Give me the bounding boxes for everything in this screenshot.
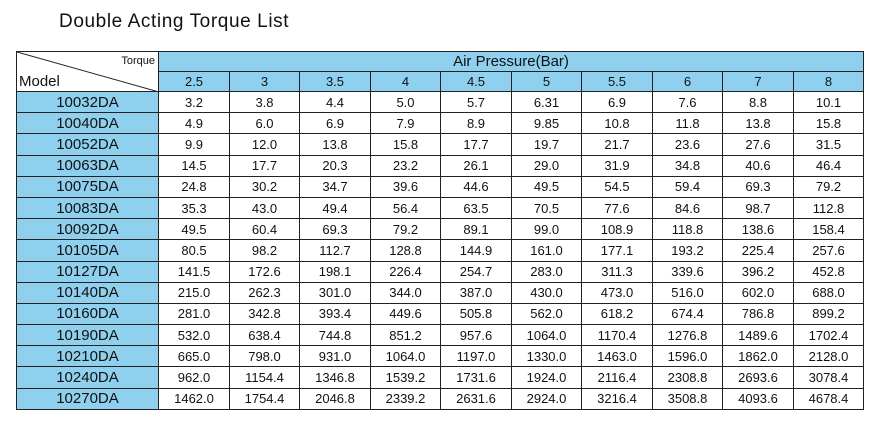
torque-value-cell: 20.3 xyxy=(300,155,371,176)
torque-value-cell: 1754.4 xyxy=(230,388,300,409)
model-cell: 10190DA xyxy=(17,325,159,346)
torque-value-cell: 3.8 xyxy=(230,92,300,113)
torque-value-cell: 161.0 xyxy=(512,240,582,261)
torque-value-cell: 562.0 xyxy=(512,303,582,324)
torque-value-cell: 49.5 xyxy=(159,219,230,240)
table-row xyxy=(17,367,864,388)
torque-value-cell: 49.5 xyxy=(512,176,582,197)
torque-value-cell: 79.2 xyxy=(371,219,441,240)
torque-value-cell: 138.6 xyxy=(723,219,794,240)
torque-value-cell: 69.3 xyxy=(723,176,794,197)
torque-value-cell: 1489.6 xyxy=(723,325,794,346)
torque-value-cell: 3.2 xyxy=(159,92,230,113)
torque-value-cell: 1346.8 xyxy=(300,367,371,388)
torque-value-cell: 2693.6 xyxy=(723,367,794,388)
torque-value-cell: 29.0 xyxy=(512,155,582,176)
torque-value-cell: 43.0 xyxy=(230,197,300,218)
torque-value-cell: 172.6 xyxy=(230,261,300,282)
torque-value-cell: 108.9 xyxy=(582,219,653,240)
torque-value-cell: 10.8 xyxy=(582,113,653,134)
torque-value-cell: 449.6 xyxy=(371,303,441,324)
torque-value-cell: 4093.6 xyxy=(723,388,794,409)
torque-value-cell: 99.0 xyxy=(512,219,582,240)
torque-value-cell: 2339.2 xyxy=(371,388,441,409)
model-cell: 10140DA xyxy=(17,282,159,303)
torque-value-cell: 79.2 xyxy=(794,176,864,197)
model-cell: 10240DA xyxy=(17,367,159,388)
torque-value-cell: 602.0 xyxy=(723,282,794,303)
torque-value-cell: 112.8 xyxy=(794,197,864,218)
table-row xyxy=(17,176,864,197)
torque-value-cell: 34.7 xyxy=(300,176,371,197)
torque-value-cell: 46.4 xyxy=(794,155,864,176)
torque-value-cell: 128.8 xyxy=(371,240,441,261)
torque-value-cell: 17.7 xyxy=(441,134,512,155)
model-cell: 10075DA xyxy=(17,176,159,197)
torque-value-cell: 532.0 xyxy=(159,325,230,346)
torque-value-cell: 1154.4 xyxy=(230,367,300,388)
torque-value-cell: 70.5 xyxy=(512,197,582,218)
table-body xyxy=(17,92,864,410)
torque-value-cell: 13.8 xyxy=(300,134,371,155)
torque-value-cell: 15.8 xyxy=(371,134,441,155)
torque-value-cell: 34.8 xyxy=(653,155,723,176)
table-row xyxy=(17,134,864,155)
table-row xyxy=(17,240,864,261)
page-title: Double Acting Torque List xyxy=(59,11,290,32)
torque-value-cell: 638.4 xyxy=(230,325,300,346)
pressure-header-cell: 3 xyxy=(230,72,300,92)
model-cell: 10063DA xyxy=(17,155,159,176)
torque-value-cell: 59.4 xyxy=(653,176,723,197)
torque-value-cell: 144.9 xyxy=(441,240,512,261)
torque-value-cell: 957.6 xyxy=(441,325,512,346)
torque-value-cell: 158.4 xyxy=(794,219,864,240)
torque-value-cell: 1539.2 xyxy=(371,367,441,388)
torque-value-cell: 14.5 xyxy=(159,155,230,176)
model-cell: 10210DA xyxy=(17,346,159,367)
torque-value-cell: 7.9 xyxy=(371,113,441,134)
torque-value-cell: 1463.0 xyxy=(582,346,653,367)
torque-value-cell: 674.4 xyxy=(653,303,723,324)
torque-value-cell: 387.0 xyxy=(441,282,512,303)
torque-value-cell: 63.5 xyxy=(441,197,512,218)
torque-value-cell: 226.4 xyxy=(371,261,441,282)
torque-value-cell: 225.4 xyxy=(723,240,794,261)
torque-value-cell: 8.8 xyxy=(723,92,794,113)
torque-table xyxy=(16,51,864,410)
model-cell: 10092DA xyxy=(17,219,159,240)
torque-value-cell: 393.4 xyxy=(300,303,371,324)
torque-value-cell: 1170.4 xyxy=(582,325,653,346)
torque-value-cell: 1596.0 xyxy=(653,346,723,367)
torque-value-cell: 339.6 xyxy=(653,261,723,282)
torque-value-cell: 44.6 xyxy=(441,176,512,197)
torque-value-cell: 8.9 xyxy=(441,113,512,134)
torque-value-cell: 6.9 xyxy=(582,92,653,113)
torque-value-cell: 6.31 xyxy=(512,92,582,113)
torque-value-cell: 56.4 xyxy=(371,197,441,218)
torque-value-cell: 23.2 xyxy=(371,155,441,176)
torque-value-cell: 3216.4 xyxy=(582,388,653,409)
torque-value-cell: 1330.0 xyxy=(512,346,582,367)
torque-value-cell: 9.85 xyxy=(512,113,582,134)
torque-value-cell: 141.5 xyxy=(159,261,230,282)
torque-value-cell: 13.8 xyxy=(723,113,794,134)
torque-value-cell: 5.0 xyxy=(371,92,441,113)
table-row xyxy=(17,303,864,324)
torque-value-cell: 9.9 xyxy=(159,134,230,155)
torque-value-cell: 198.1 xyxy=(300,261,371,282)
torque-value-cell: 281.0 xyxy=(159,303,230,324)
pressure-header-cell: 8 xyxy=(794,72,864,92)
torque-value-cell: 4.4 xyxy=(300,92,371,113)
torque-value-cell: 1064.0 xyxy=(512,325,582,346)
torque-value-cell: 688.0 xyxy=(794,282,864,303)
torque-value-cell: 1924.0 xyxy=(512,367,582,388)
torque-value-cell: 2631.6 xyxy=(441,388,512,409)
torque-value-cell: 31.5 xyxy=(794,134,864,155)
torque-value-cell: 2046.8 xyxy=(300,388,371,409)
pressure-header-cell: 5.5 xyxy=(582,72,653,92)
pressure-header-cell: 3.5 xyxy=(300,72,371,92)
torque-value-cell: 26.1 xyxy=(441,155,512,176)
torque-value-cell: 1197.0 xyxy=(441,346,512,367)
torque-value-cell: 1702.4 xyxy=(794,325,864,346)
torque-value-cell: 54.5 xyxy=(582,176,653,197)
torque-value-cell: 931.0 xyxy=(300,346,371,367)
torque-value-cell: 396.2 xyxy=(723,261,794,282)
torque-value-cell: 98.7 xyxy=(723,197,794,218)
model-label: Model xyxy=(19,73,60,90)
model-cell: 10083DA xyxy=(17,197,159,218)
table-row xyxy=(17,92,864,113)
model-cell: 10052DA xyxy=(17,134,159,155)
model-cell: 10270DA xyxy=(17,388,159,409)
model-cell: 10032DA xyxy=(17,92,159,113)
torque-value-cell: 665.0 xyxy=(159,346,230,367)
torque-value-cell: 10.1 xyxy=(794,92,864,113)
torque-value-cell: 257.6 xyxy=(794,240,864,261)
table-row xyxy=(17,155,864,176)
table-corner-header xyxy=(17,52,159,92)
torque-value-cell: 505.8 xyxy=(441,303,512,324)
torque-value-cell: 1276.8 xyxy=(653,325,723,346)
torque-value-cell: 69.3 xyxy=(300,219,371,240)
model-cell: 10127DA xyxy=(17,261,159,282)
pressure-header-cell: 7 xyxy=(723,72,794,92)
table-row xyxy=(17,282,864,303)
torque-value-cell: 4.9 xyxy=(159,113,230,134)
torque-value-cell: 27.6 xyxy=(723,134,794,155)
torque-value-cell: 177.1 xyxy=(582,240,653,261)
torque-value-cell: 6.9 xyxy=(300,113,371,134)
pressure-header-cell: 4 xyxy=(371,72,441,92)
torque-value-cell: 98.2 xyxy=(230,240,300,261)
torque-value-cell: 12.0 xyxy=(230,134,300,155)
torque-value-cell: 60.4 xyxy=(230,219,300,240)
table-row xyxy=(17,113,864,134)
torque-value-cell: 473.0 xyxy=(582,282,653,303)
torque-value-cell: 118.8 xyxy=(653,219,723,240)
torque-value-cell: 4678.4 xyxy=(794,388,864,409)
torque-value-cell: 30.2 xyxy=(230,176,300,197)
table-row xyxy=(17,197,864,218)
torque-value-cell: 24.8 xyxy=(159,176,230,197)
torque-value-cell: 77.6 xyxy=(582,197,653,218)
torque-value-cell: 15.8 xyxy=(794,113,864,134)
torque-value-cell: 262.3 xyxy=(230,282,300,303)
torque-value-cell: 2128.0 xyxy=(794,346,864,367)
torque-value-cell: 35.3 xyxy=(159,197,230,218)
torque-value-cell: 112.7 xyxy=(300,240,371,261)
torque-value-cell: 39.6 xyxy=(371,176,441,197)
torque-value-cell: 1862.0 xyxy=(723,346,794,367)
torque-value-cell: 744.8 xyxy=(300,325,371,346)
torque-value-cell: 301.0 xyxy=(300,282,371,303)
torque-value-cell: 3508.8 xyxy=(653,388,723,409)
torque-value-cell: 1731.6 xyxy=(441,367,512,388)
pressure-header-cell: 2.5 xyxy=(159,72,230,92)
torque-value-cell: 899.2 xyxy=(794,303,864,324)
pressure-header-cell: 6 xyxy=(653,72,723,92)
torque-value-cell: 283.0 xyxy=(512,261,582,282)
torque-value-cell: 17.7 xyxy=(230,155,300,176)
table-row xyxy=(17,261,864,282)
torque-value-cell: 49.4 xyxy=(300,197,371,218)
torque-value-cell: 19.7 xyxy=(512,134,582,155)
air-pressure-header: Air Pressure(Bar) xyxy=(159,52,864,72)
torque-value-cell: 2924.0 xyxy=(512,388,582,409)
torque-value-cell: 516.0 xyxy=(653,282,723,303)
torque-value-cell: 31.9 xyxy=(582,155,653,176)
torque-value-cell: 851.2 xyxy=(371,325,441,346)
torque-value-cell: 89.1 xyxy=(441,219,512,240)
torque-value-cell: 6.0 xyxy=(230,113,300,134)
torque-value-cell: 23.6 xyxy=(653,134,723,155)
torque-value-cell: 430.0 xyxy=(512,282,582,303)
torque-value-cell: 1064.0 xyxy=(371,346,441,367)
torque-value-cell: 618.2 xyxy=(582,303,653,324)
torque-value-cell: 962.0 xyxy=(159,367,230,388)
model-cell: 10040DA xyxy=(17,113,159,134)
torque-value-cell: 452.8 xyxy=(794,261,864,282)
torque-value-cell: 40.6 xyxy=(723,155,794,176)
torque-value-cell: 344.0 xyxy=(371,282,441,303)
torque-value-cell: 786.8 xyxy=(723,303,794,324)
torque-value-cell: 11.8 xyxy=(653,113,723,134)
table-row xyxy=(17,219,864,240)
torque-value-cell: 1462.0 xyxy=(159,388,230,409)
torque-value-cell: 80.5 xyxy=(159,240,230,261)
torque-value-cell: 5.7 xyxy=(441,92,512,113)
torque-value-cell: 21.7 xyxy=(582,134,653,155)
torque-value-cell: 342.8 xyxy=(230,303,300,324)
pressure-header-cell: 5 xyxy=(512,72,582,92)
torque-value-cell: 215.0 xyxy=(159,282,230,303)
torque-value-cell: 3078.4 xyxy=(794,367,864,388)
torque-value-cell: 193.2 xyxy=(653,240,723,261)
torque-value-cell: 7.6 xyxy=(653,92,723,113)
model-cell: 10105DA xyxy=(17,240,159,261)
torque-value-cell: 2116.4 xyxy=(582,367,653,388)
torque-value-cell: 798.0 xyxy=(230,346,300,367)
torque-value-cell: 311.3 xyxy=(582,261,653,282)
table-row xyxy=(17,388,864,409)
model-cell: 10160DA xyxy=(17,303,159,324)
torque-value-cell: 254.7 xyxy=(441,261,512,282)
table-row xyxy=(17,325,864,346)
table-row xyxy=(17,346,864,367)
torque-value-cell: 84.6 xyxy=(653,197,723,218)
torque-value-cell: 2308.8 xyxy=(653,367,723,388)
pressure-header-cell: 4.5 xyxy=(441,72,512,92)
torque-label: Torque xyxy=(121,55,155,67)
